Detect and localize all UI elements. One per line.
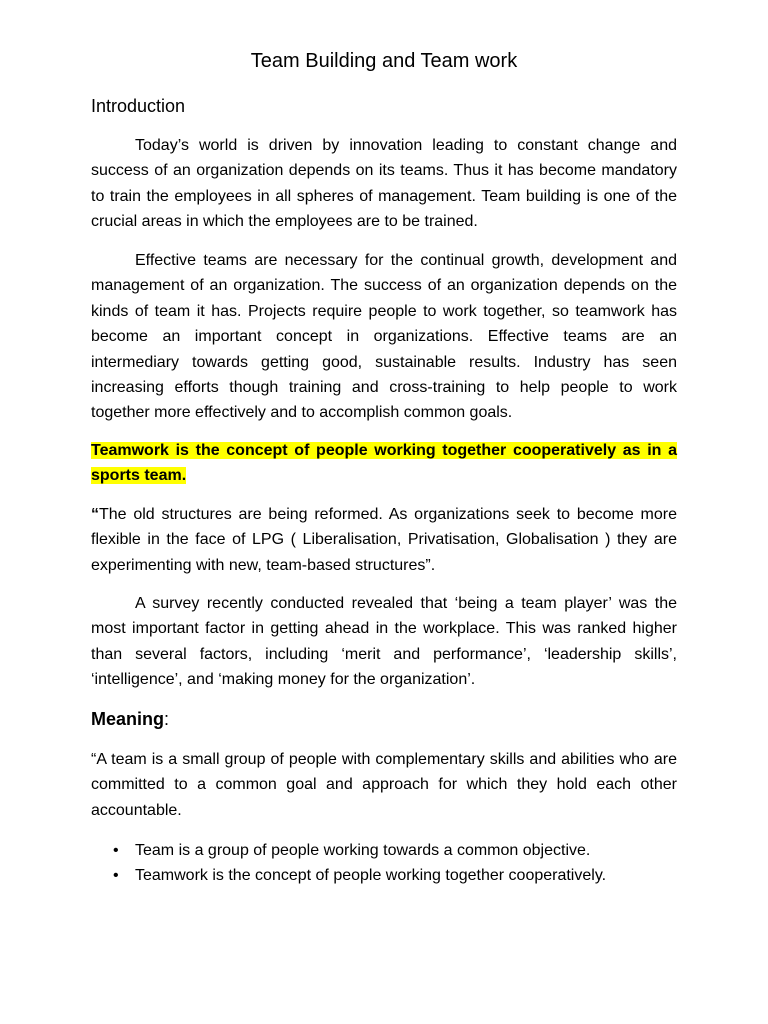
intro-paragraph-2: Effective teams are necessary for the continual growth, development and management of an organization. The success of an organization depends on the kinds of team it has. Projects require people to work together, so teamwork has become an important concept in organizations. Effective teams are an intermediary towards getting good, sustainable results. Industry has seen increasing efforts though training and cross-training to help people to work together more effectively and to accomplish common goals. [91,252,677,422]
document-title: Team Building and Team work [250,50,518,72]
meaning-heading-colon: : [164,709,170,729]
quote-paragraph [91,502,677,578]
list-item [91,838,677,863]
bullet-icon: • [113,842,119,859]
meaning-bullet-list [91,838,677,888]
highlighted-text: Teamwork is the concept of people working together cooperatively as in a sports team. [91,442,677,485]
introduction-heading: Introduction [91,96,186,116]
list-item [91,863,677,888]
list-item-text: Team is a group of people working towards a common objective. [135,842,591,859]
open-quote-mark: “ [91,506,99,523]
survey-paragraph: A survey recently conducted revealed that ‘being a team player’ was the most important factor in getting ahead in the workplace. This was ranked higher than several factors, including ‘merit and performance’, ‘leadership skills’, ‘intelligence’, and ‘making money for the organization’. [91,595,677,689]
highlighted-definition [91,438,677,489]
list-item-text: Teamwork is the concept of people working together cooperatively. [135,867,607,884]
meaning-heading [91,707,169,731]
bullet-icon: • [113,867,119,884]
meaning-heading-text: Meaning [91,709,165,729]
intro-paragraph-1: Today’s world is driven by innovation leading to constant change and success of an organization depends on its teams. Thus it has become mandatory to train the employees in all spheres of management. Team building is one of the crucial areas in which the employees are to be trained. [91,137,677,231]
meaning-definition: “A team is a small group of people with complementary skills and abilities who are committed to a common goal and approach for which they hold each other accountable. [91,751,677,819]
quote-paragraph-text: The old structures are being reformed. As organizations seek to become more flexible in the face of LPG ( Liberalisation, Privatisation, Globalisation ) they are experimenting with new, team-based structures”. [91,506,677,574]
